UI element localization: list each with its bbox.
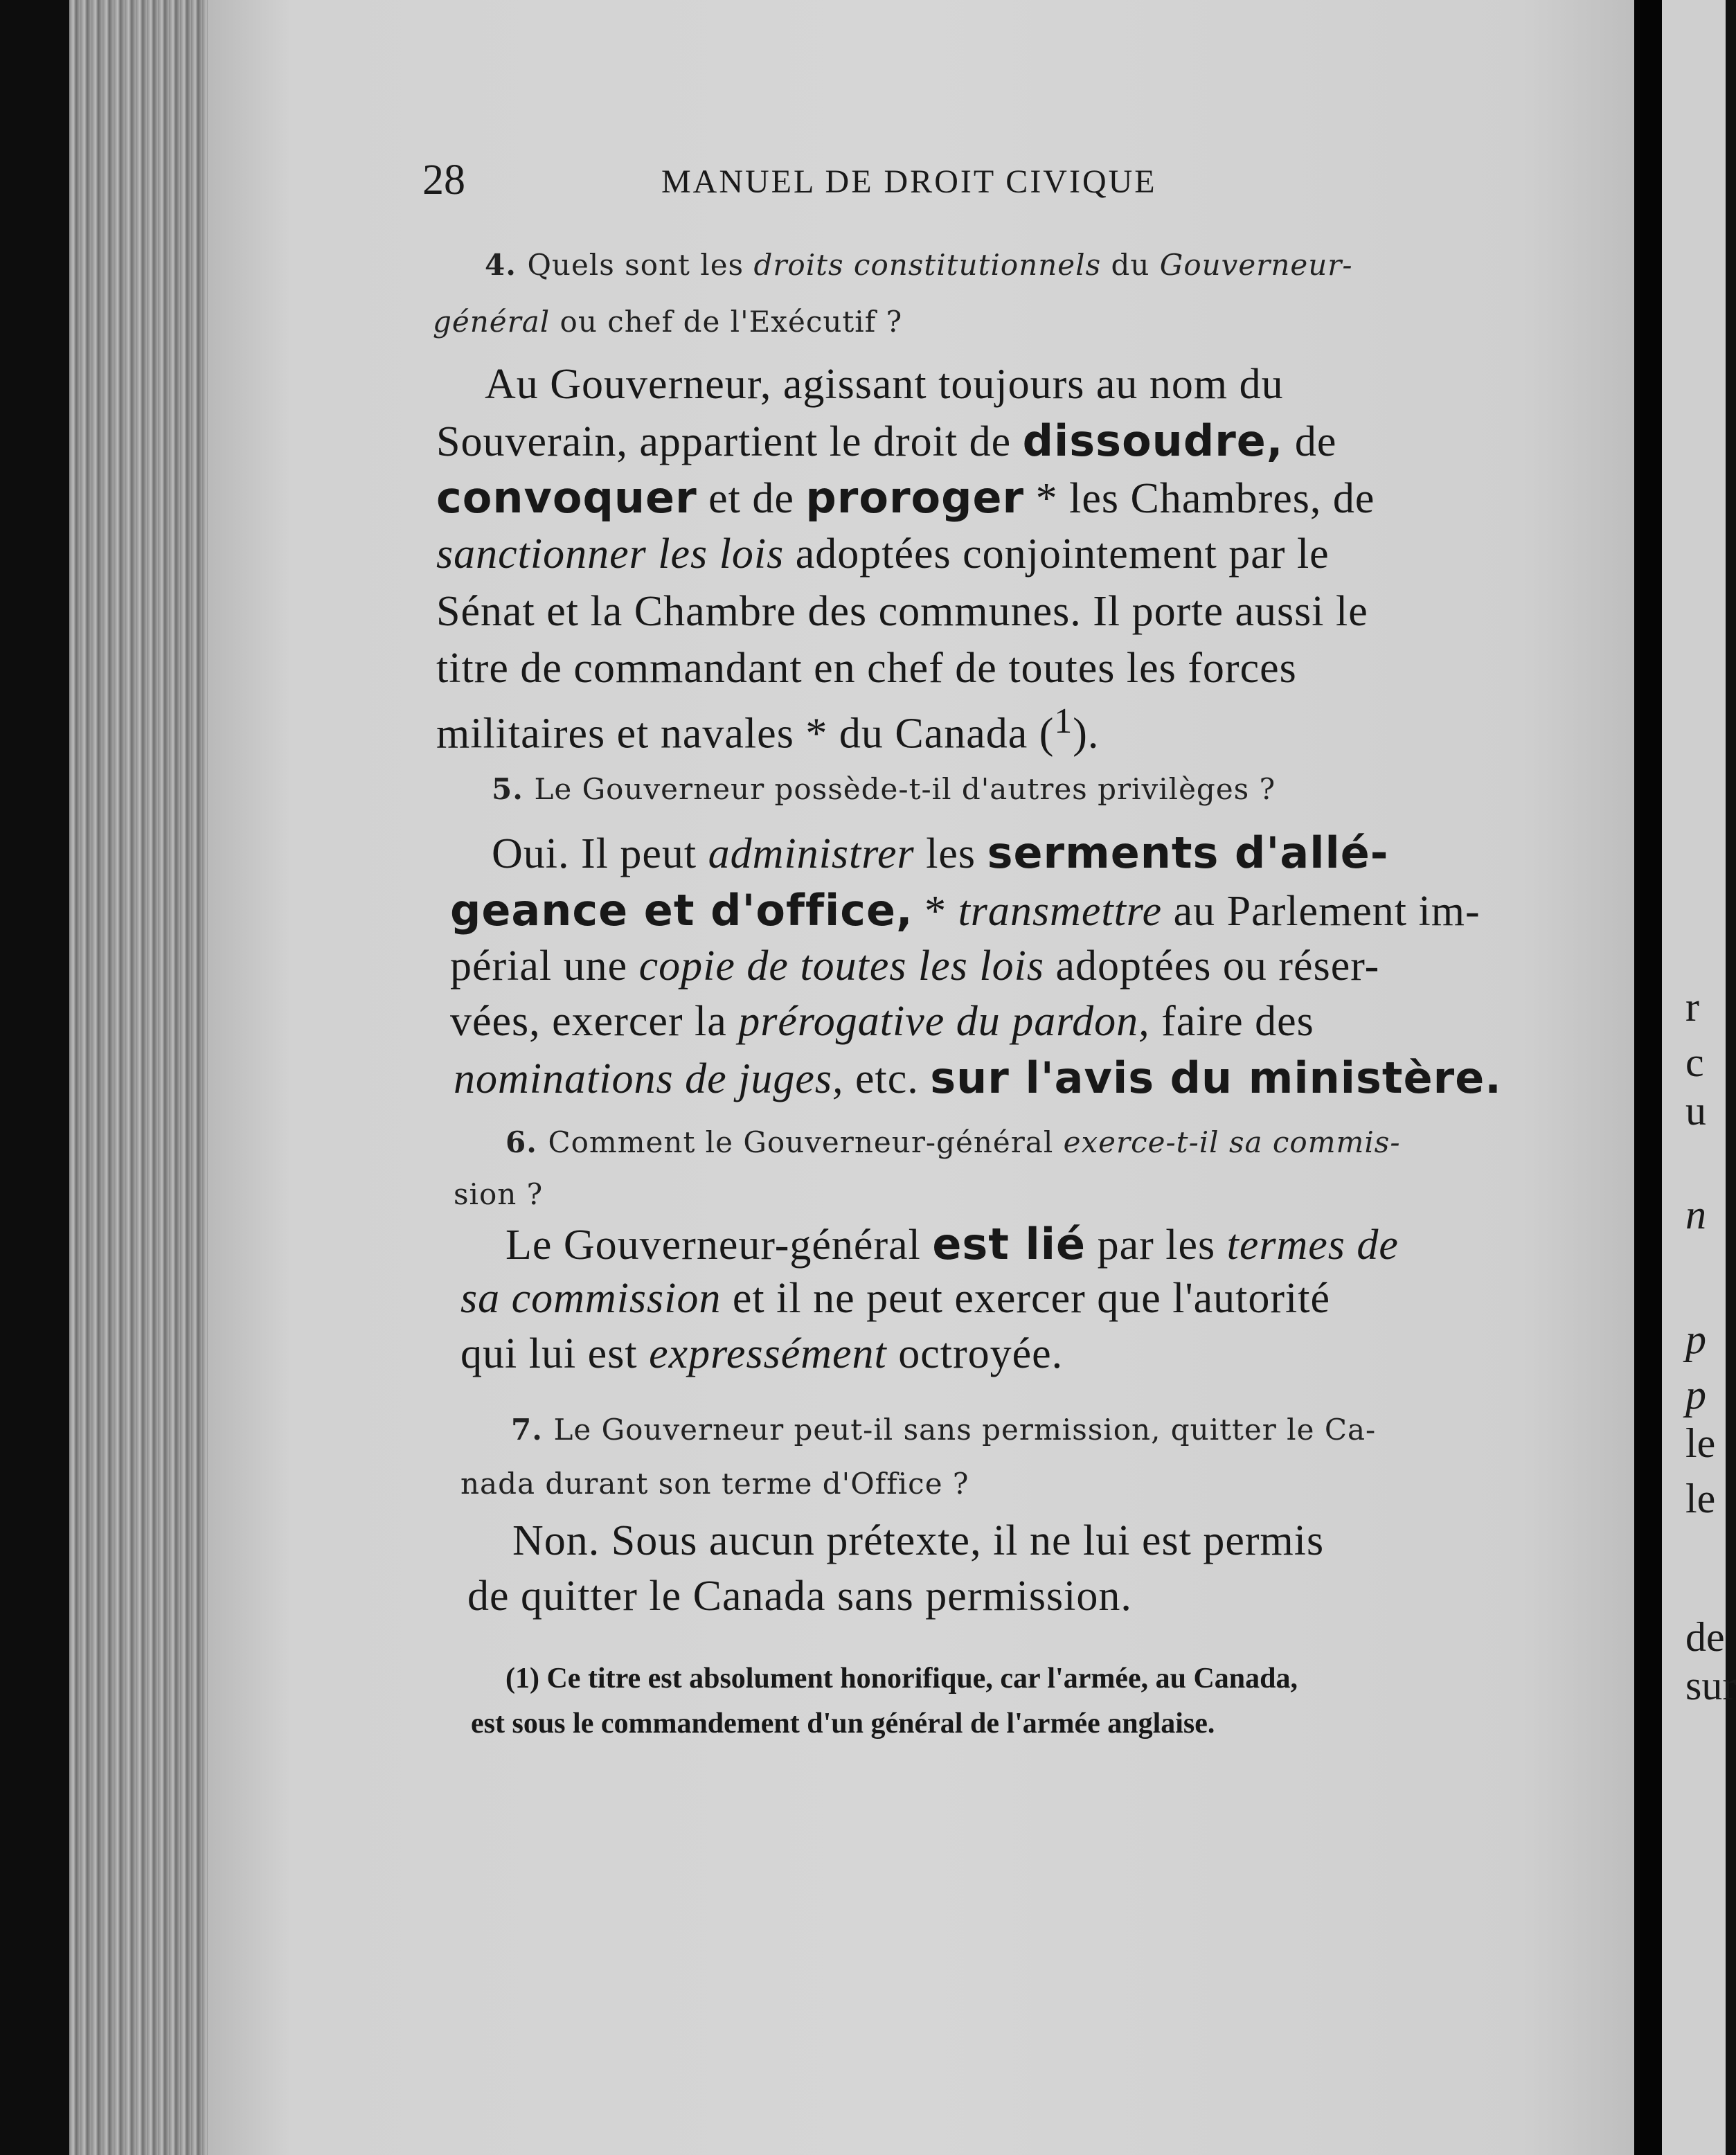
text-run: * les Chambres, de (1024, 475, 1375, 522)
question-number: 4. (485, 248, 528, 282)
text-run: de (1283, 418, 1337, 465)
text-run: nominations de juges, (454, 1055, 844, 1102)
answer-line (467, 1572, 1132, 1621)
text-run: * (913, 888, 958, 935)
answer-line (454, 1053, 1502, 1104)
next-page-fragment: n (1685, 1192, 1706, 1237)
book-gutter (1634, 0, 1662, 2155)
text-run: sur l'avis du ministère. (930, 1053, 1502, 1103)
text-run: sa commission (460, 1275, 722, 1322)
footnote-line: est sous le commandement d'un général de l'armée anglaise. (471, 1708, 1215, 1740)
text-run: faire des (1149, 998, 1314, 1045)
answer-line (436, 530, 1330, 579)
page-number: 28 (422, 157, 465, 204)
text-run: ). (1073, 710, 1100, 758)
text-run: vées, exercer la (450, 998, 739, 1045)
text-run: et il ne peut exercer que l'autorité (721, 1275, 1331, 1322)
answer-line (436, 415, 1336, 467)
text-run: Le Gouverneur peut-il sans permission, quitter le Ca- (553, 1413, 1377, 1447)
text-run: prérogative du pardon, (738, 998, 1150, 1045)
text-run: droits constitutionnels (753, 248, 1102, 282)
footnote-line: (1) Ce titre est absolument honorifique, car l'armée, au Canada, (505, 1663, 1298, 1695)
text-run: périal une (450, 942, 639, 990)
text-run: transmettre (958, 888, 1163, 935)
text-run: ou chef de l'Exécutif ? (550, 305, 903, 339)
text-run: sanctionner les lois (436, 530, 785, 578)
question-number: 7. (511, 1413, 554, 1447)
text-run: Au Gouverneur, agissant toujours au nom du (485, 361, 1284, 408)
question-line (454, 1177, 543, 1211)
text-run: Sénat et la Chambre des communes. Il porte aussi le (436, 588, 1368, 635)
text-run: etc. (843, 1055, 931, 1102)
text-run: sion ? (454, 1177, 544, 1211)
next-page-fragment: c (1685, 1039, 1704, 1085)
text-run: au Parlement im- (1162, 888, 1480, 935)
text-run: les (914, 830, 987, 877)
answer-line (505, 1219, 1399, 1270)
text-run: Le Gouverneur-général (505, 1222, 933, 1269)
text-run: serments d'allé- (987, 828, 1389, 878)
text-run: nada durant son terme d'Office ? (460, 1467, 969, 1501)
text-run: Gouverneur- (1159, 248, 1353, 282)
text-run: est lié (932, 1219, 1086, 1269)
running-title: MANUEL DE DROIT CIVIQUE (661, 163, 1157, 200)
next-page-fragment: le (1685, 1420, 1716, 1466)
answer-line (512, 1517, 1324, 1566)
running-header (422, 156, 1226, 211)
next-page-fragment: p (1685, 1316, 1706, 1362)
text-run: qui lui est (460, 1330, 650, 1377)
text-run: Comment le Gouverneur-général (548, 1125, 1064, 1159)
question-line (433, 305, 902, 339)
question-number: 6. (505, 1125, 548, 1159)
text-run: administrer (708, 830, 915, 877)
text-run: octroyée. (886, 1330, 1064, 1377)
next-page-fragment: le (1685, 1476, 1716, 1521)
text-run: de quitter le Canada sans permission. (467, 1573, 1132, 1620)
answer-line (436, 587, 1368, 636)
text-run: proroger (805, 472, 1025, 523)
text-run: adoptées conjointement par le (784, 530, 1330, 578)
text-run: expressément (649, 1330, 887, 1377)
text-run: convoquer (436, 472, 697, 523)
text-run: termes de (1226, 1222, 1399, 1269)
text-run: Non. Sous aucun prétexte, il ne lui est permis (512, 1517, 1325, 1564)
answer-line (450, 942, 1379, 991)
text-run: Souverain, appartient le droit de (436, 418, 1023, 465)
answer-line (460, 1274, 1330, 1323)
text-run: Quels sont les (527, 248, 754, 282)
text-run: et de (697, 475, 806, 522)
answer-line (450, 997, 1314, 1046)
text-run: Le Gouverneur possède-t-il d'autres privilèges ? (534, 772, 1276, 806)
answer-line (436, 644, 1297, 693)
text-run: du (1101, 248, 1160, 282)
question-line (511, 1413, 1376, 1447)
question-number: 5. (492, 772, 535, 806)
next-page-fragment: u (1685, 1088, 1706, 1134)
question-line (460, 1467, 969, 1501)
next-page-fragment: r (1685, 984, 1699, 1030)
text-run: par les (1086, 1222, 1227, 1269)
answer-line (460, 1330, 1063, 1379)
footnote-ref: 1 (1054, 701, 1073, 741)
next-page-fragment: de (1685, 1614, 1725, 1660)
text-run: titre de commandant en chef de toutes les forces (436, 645, 1297, 692)
text-run: adoptées ou réser- (1044, 942, 1380, 990)
text-run: militaires et navales * du Canada ( (436, 710, 1055, 758)
text-run: copie de toutes les lois (638, 942, 1044, 990)
answer-line (436, 472, 1375, 524)
answer-line (436, 701, 1099, 759)
text-run: geance et d'office, (450, 885, 913, 936)
text-run: général (433, 305, 551, 339)
question-line (485, 248, 1353, 282)
text-run: exerce-t-il sa commis- (1063, 1125, 1401, 1159)
adjacent-page-edge (1662, 0, 1736, 2155)
next-page-fragment: p (1685, 1372, 1706, 1418)
text-run: dissoudre, (1022, 415, 1284, 466)
question-line (505, 1125, 1401, 1159)
next-page-fragment: sur (1685, 1663, 1736, 1708)
text-run: Oui. Il peut (492, 830, 708, 877)
answer-line (492, 828, 1389, 879)
answer-line (485, 360, 1284, 409)
answer-line (450, 885, 1480, 936)
question-line (492, 772, 1276, 806)
